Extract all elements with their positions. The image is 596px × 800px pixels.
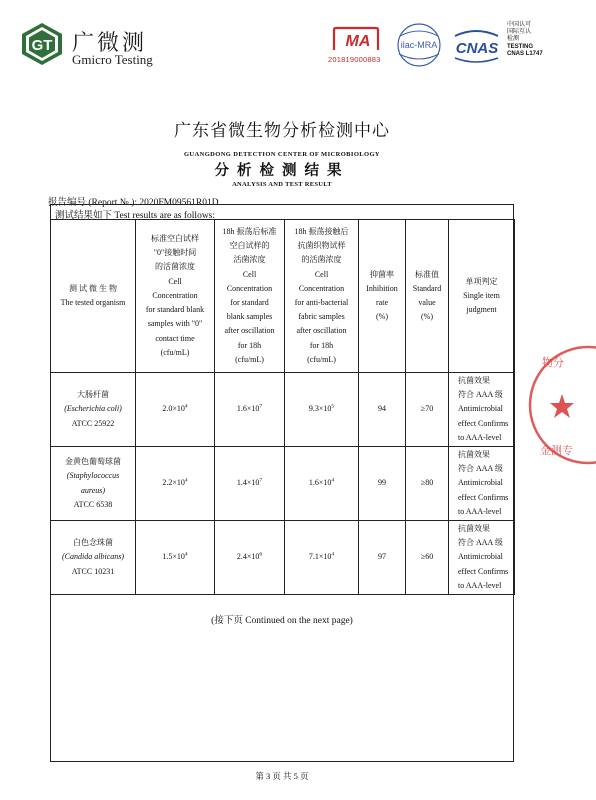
table-row [51,447,515,521]
antibacterial-cell [285,373,359,447]
official-seal [536,330,596,480]
antibacterial-cell [285,447,359,521]
judgment-line: 符合 AAA 级 [458,390,503,400]
judgment-line: 抗菌效果 [458,450,490,460]
center-title-cn: 广东省微生物分析检测中心 [174,121,390,141]
ilac-label: ilac-MRA [400,40,438,50]
organism-cell [51,447,136,521]
table-row [51,373,515,447]
value-base: 1.5×10 [162,552,185,562]
blank-18h-cell [215,447,285,521]
judgment-line: 抗菌效果 [458,376,490,385]
result-title-cn: 分析检测结果 [214,162,350,179]
header-line: after oscillation [224,326,275,336]
header-line: The tested organism [60,298,126,307]
judgment-line: effect Confirms [458,566,509,576]
acc-line: TESTING [507,43,534,50]
cma-logo [330,26,382,52]
cnas-logo [449,28,504,64]
organism-cn: 金黄色葡萄球菌 [65,457,121,467]
header-line: 抑菌率 [370,269,394,279]
header-line: 抗菌织物试样 [297,241,346,251]
header-line: blank samples [226,312,273,322]
header-line: Cell [242,269,257,279]
judgment-line: Antimicrobial [458,404,503,414]
standard-value-cell: ≥70 [406,373,449,447]
value-exponent: 5 [331,403,335,410]
header-inhibition-rate [359,220,406,373]
blank-0h-cell [136,447,215,521]
value-exponent: 7 [259,403,263,410]
inhibition-rate-cell: 97 [359,521,406,595]
header-judgment [449,220,515,373]
header-line: 空白试样的 [229,241,270,251]
header-line: (cfu/mL) [235,354,264,364]
header-line: Cell [168,276,182,286]
organism-strain: ATCC 25922 [71,418,115,428]
value-base: 2.0×10 [162,404,185,414]
header-line: "0"接触时间 [153,248,197,258]
header-line: 的活菌浓度 [155,262,195,272]
header-line: value [418,298,436,307]
judgment-cell [449,373,515,447]
judgment-line: to AAA-level [458,580,502,590]
judgment-line: effect Confirms [458,492,509,502]
organism-latin: aureus) [80,485,106,495]
blank-0h-cell [136,521,215,595]
value-base: 1.4×10 [236,478,260,488]
header-blank-18h [215,220,285,373]
value-base: 2.2×10 [162,478,185,488]
result-title-en: ANALYSIS AND TEST RESULT [232,181,332,188]
header-line: Concentration [298,283,345,293]
header-line: Concentration [226,283,273,293]
header-line: Concentration [152,290,198,300]
cma-label: MA [345,33,371,50]
header-line: fabric samples [298,312,345,322]
organism-strain: ATCC 10231 [71,566,115,576]
center-title-en: GUANGDONG DETECTION CENTER OF MICROBIOLOGY [183,151,381,158]
blank-0h-cell [136,373,215,447]
header-blank-0h [136,220,215,373]
judgment-line: to AAA-level [458,506,502,516]
acc-line: 国际互认 [507,29,532,36]
header-line: 标准空白试样 [151,234,199,244]
accreditation-text [507,22,563,58]
svg-text:物分: 物分 [542,356,564,369]
blank-18h-cell [215,521,285,595]
blank-18h-cell [215,373,285,447]
header-standard-value [406,220,449,373]
organism-cn: 大肠杆菌 [77,390,109,400]
inhibition-rate-cell: 99 [359,447,406,521]
judgment-line: effect Confirms [458,418,509,428]
header-line: judgment [466,305,497,315]
value-exponent: 4 [184,403,188,410]
header-antibacterial-18h [285,220,359,373]
organism-latin: (Escherichia coli) [64,404,122,414]
header-line: 活菌浓度 [233,255,266,265]
value-exponent: 4 [184,477,188,484]
header-line: 18h 振荡接触后 [294,226,349,236]
value-exponent: 7 [259,477,263,484]
value-base: 9.3×10 [308,404,332,414]
svg-text:金测专: 金测专 [540,444,573,457]
results-intro: 测试结果如下 Test results are as follows: [55,211,216,221]
header-line: (%) [376,312,388,322]
judgment-line: Antimicrobial [458,478,503,488]
judgment-line: 符合 AAA 级 [458,464,503,474]
value-base: 7.1×10 [308,552,332,562]
continued-note: (接下页 Continued on the next page) [211,616,353,626]
header-line: (%) [421,312,433,322]
table-row [51,521,515,595]
judgment-line: 抗菌效果 [458,524,490,534]
header-line: 标准值 [415,269,439,279]
header-line: for 18h [309,340,334,350]
organism-cell [51,373,136,447]
report-number: 报告编号 (Report №.): 2020FM09561R01D [48,198,219,208]
cnas-label: CNAS [455,40,499,57]
value-base: 1.6×10 [236,404,260,414]
standard-value-cell: ≥80 [406,447,449,521]
header-line: for standard [230,298,269,307]
header-line: 的活菌浓度 [301,255,342,265]
header-line: Standard [412,283,442,293]
results-table [50,219,515,595]
organism-latin: (Staphylococcus [66,471,120,481]
organism-cell [51,521,136,595]
value-base: 2.4×10 [236,552,260,562]
header-line: for 18h [237,340,262,350]
value-exponent: 4 [331,551,335,558]
brand-name-cn: 广微测 [72,31,148,56]
header-line: rate [376,298,388,307]
header-line: Single item [463,290,500,300]
judgment-cell [449,521,515,595]
page-number: 第 3 页 共 5 页 [255,771,309,781]
organism-cn: 白色念珠菌 [73,538,113,548]
header-line: 单项判定 [465,276,498,286]
standard-value-cell: ≥60 [406,521,449,595]
header-line: for anti-bacterial [294,298,349,307]
judgment-line: 符合 AAA 级 [458,538,503,548]
judgment-line: Antimicrobial [458,552,503,562]
value-base: 1.6×10 [308,478,332,488]
value-exponent: 6 [259,551,263,558]
gt-logo [20,22,64,66]
brand-name-en: Gmicro Testing [72,52,153,67]
header-line: for standard blank [145,305,205,315]
header-line: Inhibition [366,283,398,293]
header-row [51,220,515,373]
judgment-cell [449,447,515,521]
ilac-mra-logo [392,22,446,68]
judgment-line: to AAA-level [458,432,502,442]
header-line: after oscillation [296,326,347,336]
header-line: (cfu/mL) [307,354,336,364]
acc-line: CNAS L1747 [507,50,543,57]
header-line: 测 试 微 生 物 [69,283,117,293]
antibacterial-cell [285,521,359,595]
header-line: contact time [155,333,195,343]
organism-strain: ATCC 6538 [73,499,113,509]
inhibition-rate-cell: 94 [359,373,406,447]
logo-letters: GT [31,37,53,54]
acc-line: 中国认可 [507,22,532,28]
header-line: 18h 振荡后标准 [222,226,277,236]
header-line: Cell [314,269,329,279]
organism-latin: (Candida albicans) [62,552,124,562]
acc-line: 检测 [507,36,520,43]
header-line: samples with "0" [147,319,203,329]
cma-number: 201819000883 [328,55,381,64]
header-organism [51,220,136,373]
value-exponent: 4 [331,477,335,484]
value-exponent: 4 [184,551,188,558]
header-line: (cfu/mL) [160,347,190,357]
